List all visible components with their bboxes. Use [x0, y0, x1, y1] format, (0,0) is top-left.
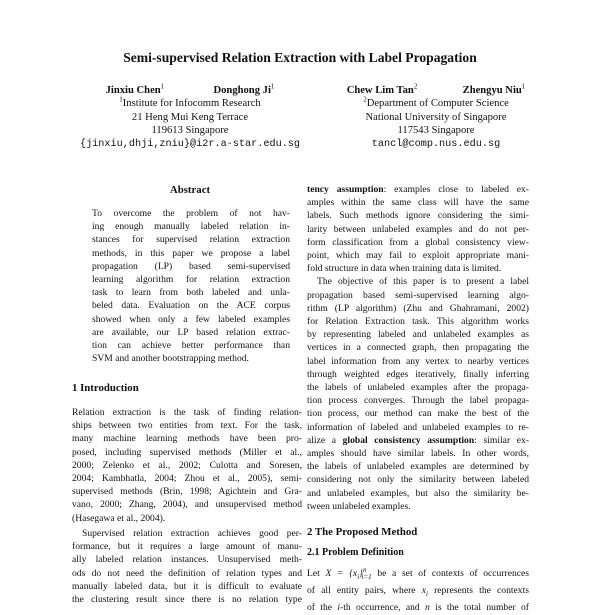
- text-line: the labels of unlabeled examples after the propaga-: [307, 382, 529, 394]
- affiliation-text: Institute for Infocomm Research: [122, 98, 261, 110]
- text-line: Supervised relation extraction achieves good per-: [82, 528, 302, 539]
- affiliation-line: National University of Singapore: [365, 111, 507, 123]
- author-email: tancl@comp.nus.edu.sg: [371, 138, 501, 150]
- author-name: [463, 84, 526, 97]
- text-line: propagation based semi-supervised learning algo-: [307, 289, 529, 301]
- affiliation-text: Department of Computer Science: [366, 98, 509, 110]
- text-run: of all entity pairs, where: [307, 585, 422, 597]
- author-sup: 1: [270, 82, 275, 91]
- math-run: x: [421, 585, 426, 597]
- text-line: by representing labeled and unlabeled examples as: [307, 329, 529, 341]
- affiliation-line: 21 Heng Mui Keng Terrace: [131, 111, 249, 123]
- author-name-text: Jinxiu Chen: [105, 85, 161, 96]
- text-line: point, which may fail to exploit appropriate mani-: [307, 250, 529, 262]
- paper-title: Semi-supervised Relation Extraction with Label Propagation: [123, 50, 477, 65]
- text-line: tion process, our method can make the best of the: [307, 408, 529, 420]
- author-block-right: [330, 84, 542, 151]
- text-line: Relation extraction is the task of finding relation-: [72, 407, 302, 418]
- paragraph: [307, 275, 529, 433]
- affiliation-sup: 1: [119, 95, 123, 104]
- abstract-heading: Abstract: [169, 184, 211, 196]
- math-sub: i=1: [361, 573, 372, 582]
- subsection-heading-problem-definition: 2.1 Problem Definition: [307, 547, 404, 558]
- text-line: for Relation Extraction task. This algorithm works: [307, 316, 529, 328]
- text-line: labels. Such methods ignore considering the simi-: [307, 210, 529, 222]
- text-line: larity between unlabeled examples and do not per-: [307, 223, 529, 235]
- section-heading-proposed-method: 2 The Proposed Method: [307, 526, 418, 538]
- text-line: posed, including supervised methods (Miller et al.,: [72, 446, 302, 458]
- text-line: and unlabeled examples, but also the similarity be-: [307, 487, 529, 499]
- text-line: manually labeled data, but it is difficult to evaluate: [72, 580, 302, 592]
- author-names-right: [330, 84, 542, 97]
- text-line: ally labeled relation instances. Unsupervised meth-: [72, 554, 302, 566]
- author-name: [106, 84, 165, 97]
- text-line: ships between two entities from text. For the task,: [72, 420, 302, 432]
- abstract-body: [92, 207, 290, 365]
- text-run: be a set of contexts of occurrences: [371, 568, 529, 580]
- text-line: formance, but it requires a large amount of manu-: [72, 541, 302, 553]
- affiliation-line: [70, 97, 310, 110]
- text-line: [307, 183, 529, 196]
- text-line: [307, 434, 529, 447]
- text-run: represents the contexts: [427, 585, 530, 597]
- text-line: label information from any vertex to nearby vertices: [307, 355, 529, 367]
- math-var: n: [425, 602, 430, 614]
- author-name: [347, 84, 418, 97]
- math-var: i: [337, 602, 341, 614]
- text-line: through weighted edges iteratively, finally inferring: [307, 368, 529, 380]
- text-run: Let: [307, 568, 326, 580]
- math-sub: i: [357, 573, 360, 582]
- text-line: are available, our LP based relation extrac-: [92, 326, 290, 338]
- text-line: propagation (LP) based semi-supervised: [92, 260, 290, 272]
- text-run: of the: [307, 602, 338, 614]
- text-run: : examples close to labeled ex-: [383, 184, 529, 195]
- author-block-left: [70, 84, 310, 151]
- text-line: amples within the same class will have the same: [307, 197, 529, 209]
- paragraph: [307, 447, 529, 513]
- text-line: form classification from a global consistency view-: [307, 236, 529, 248]
- problem-definition-text: [307, 564, 529, 615]
- text-line: rithm (LP algorithm) (Zhu and Ghahramani, 2002): [307, 302, 529, 314]
- text-line: supervised methods (Brin, 1998; Agichtein and Gra-: [72, 486, 302, 498]
- text-run: alize a: [307, 434, 343, 446]
- author-email: {jinxiu,dhji,zniu}@i2r.a-star.edu.sg: [79, 138, 301, 150]
- text-line: fold structure in data when training data is limited.: [307, 263, 502, 275]
- math-expression: [325, 566, 372, 582]
- bold-term: tency assumption: [307, 184, 384, 195]
- text-line: many machine learning methods have been pro-: [72, 433, 302, 445]
- intro-paragraph-1: [72, 406, 302, 525]
- math-sup: n: [363, 566, 367, 574]
- text-line: [307, 601, 529, 614]
- text-line: 2000; Zelenko et al., 2002; Culotta and Soresen,: [72, 459, 302, 471]
- text-line: the labels of unlabeled examples are determined by: [307, 461, 529, 473]
- text-line: 2004; Kambhatla, 2004; Zhou et al., 2005), semi-: [72, 473, 302, 485]
- text-line: showed when only a few labeled examples: [92, 313, 290, 325]
- text-line: tion process converges. Through the label propaga-: [307, 395, 529, 407]
- text-line: ing enough manually labeled relation in-: [92, 221, 290, 233]
- text-line: amples should have similar labels. In other words,: [307, 448, 529, 460]
- bold-term: global consistency assumption: [342, 434, 475, 446]
- text-line: learning algorithm for relation extraction: [92, 274, 290, 286]
- text-run: : similar ex-: [474, 434, 530, 446]
- text-line: tween unlabeled examples.: [307, 500, 411, 512]
- affiliation-line: 117543 Singapore: [397, 125, 475, 137]
- text-run: is the total number of: [429, 602, 529, 614]
- text-line: vano, 2000; Zhang, 2004), and unsupervised method: [72, 499, 302, 511]
- math-sub: i: [425, 590, 428, 599]
- text-line: SVM and another bootstrapping method.: [92, 353, 249, 365]
- text-line: stances for supervised relation extraction: [92, 234, 290, 246]
- author-sup: 1: [160, 82, 165, 91]
- author-sup: 2: [413, 82, 418, 91]
- text-line: vertices in a connected graph, then propagating the: [307, 342, 529, 354]
- text-run: -th occurrence, and: [340, 602, 426, 614]
- text-line: To overcome the problem of not hav-: [92, 208, 290, 219]
- author-name-text: Zhengyu Niu: [462, 85, 522, 96]
- text-line: task to learn from both labeled and unla-: [92, 287, 290, 299]
- paragraph: [307, 196, 529, 275]
- text-line: methods, in this paper we propose a label: [92, 247, 290, 259]
- text-line: information of labeled and unlabeled examples to re-: [307, 421, 529, 433]
- text-line: tion can achieve better performance than: [92, 340, 290, 352]
- math-run: }: [359, 568, 363, 580]
- text-line: beled data. Evaluation on the ACE corpus: [92, 300, 290, 312]
- text-line: The objective of this paper is to present a label: [317, 276, 529, 288]
- author-name: [213, 84, 274, 97]
- affiliation-sup: 2: [363, 95, 367, 104]
- author-sup: 1: [521, 82, 526, 91]
- text-line: (Hasegawa et al., 2004).: [72, 512, 166, 524]
- text-line: [307, 564, 529, 584]
- affiliation-line: [330, 97, 542, 110]
- text-line: [307, 584, 529, 601]
- author-name-text: Chew Lim Tan: [346, 85, 414, 96]
- text-line: considering not only the similarity between labeled: [307, 474, 529, 486]
- text-line: ods do not need the definition of relation types and: [72, 567, 302, 579]
- section-heading-introduction: 1 Introduction: [72, 382, 139, 394]
- math-run: X = {x: [325, 568, 358, 580]
- text-line: the clustering result since there is no relation type: [72, 594, 302, 606]
- intro-paragraph-2: [72, 527, 302, 606]
- author-names-left: [70, 84, 310, 97]
- right-column: [307, 183, 529, 513]
- author-name-text: Donghong Ji: [213, 85, 271, 96]
- affiliation-line: 119613 Singapore: [151, 125, 229, 137]
